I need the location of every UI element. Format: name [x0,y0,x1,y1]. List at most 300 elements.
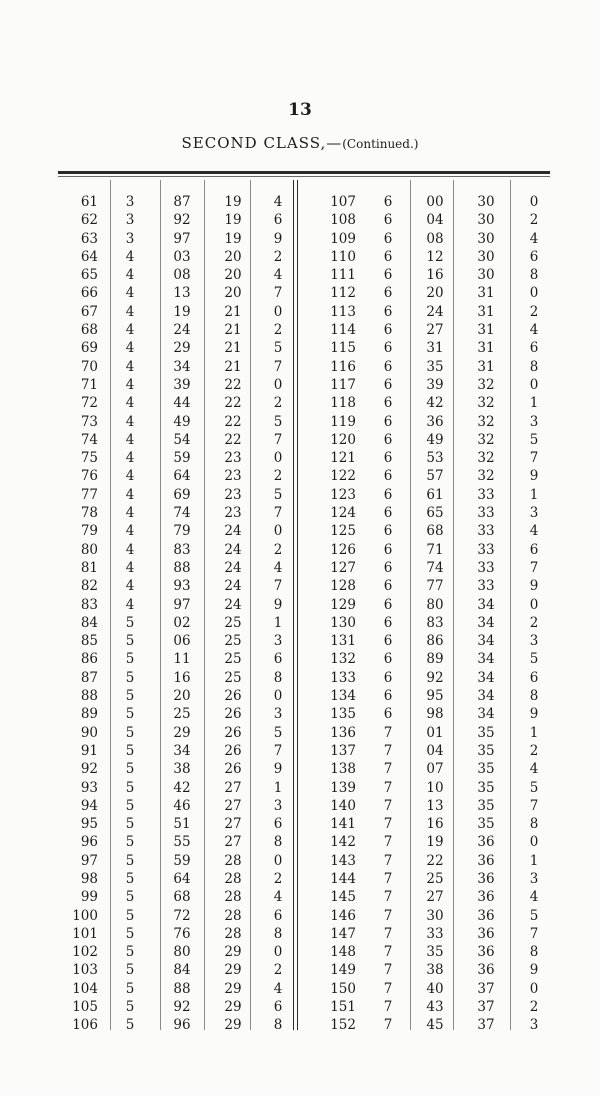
table-cell: 131 [330,633,356,650]
table-row [58,486,556,504]
table-cell: 68 [80,322,98,339]
table-cell: 7 [383,797,393,814]
table-cell: 67 [80,303,98,320]
table-row [58,284,556,302]
table-cell: 64 [173,870,191,887]
table-cell: 5 [125,980,135,997]
table-cell: 5 [125,688,135,705]
table-cell: 110 [330,248,356,265]
table-cell: 34 [477,633,495,650]
table-cell: 3 [529,870,539,887]
table-row [58,266,556,284]
table-cell: 6 [383,596,393,613]
table-cell: 86 [426,633,444,650]
table-cell: 134 [330,688,356,705]
table-cell: 00 [426,194,444,210]
table-cell: 6 [383,688,393,705]
table-cell: 37 [477,1017,495,1034]
table-row [58,852,556,870]
table-cell: 0 [529,376,539,393]
table-cell: 63 [80,230,98,247]
table-cell: 4 [125,376,135,393]
table-cell: 8 [529,816,539,833]
table-cell: 6 [383,376,393,393]
table-cell: 7 [273,505,283,522]
table-cell: 7 [273,358,283,375]
table-cell: 71 [426,541,444,558]
table-row [58,870,556,888]
table-cell: 3 [125,230,135,247]
table-row [58,687,556,705]
table-cell: 27 [224,779,242,796]
table-cell: 2 [273,870,283,887]
table-cell: 129 [330,596,356,613]
table-cell: 3 [125,212,135,229]
table-cell: 5 [125,999,135,1016]
table-cell: 9 [529,578,539,595]
table-cell: 29 [224,980,242,997]
table-cell: 20 [224,285,242,302]
table-cell: 72 [173,907,191,924]
table-cell: 64 [80,248,98,265]
table-cell: 98 [426,706,444,723]
ledger-body [58,193,556,1035]
table-cell: 117 [330,376,356,393]
table-cell: 16 [173,669,191,686]
table-cell: 6 [529,541,539,558]
table-cell: 5 [125,870,135,887]
top-rule-thin [58,176,550,177]
table-cell: 19 [224,194,242,210]
table-cell: 8 [529,358,539,375]
table-cell: 102 [72,944,98,961]
table-cell: 5 [273,340,283,357]
table-cell: 30 [426,907,444,924]
table-cell: 28 [224,925,242,942]
table-cell: 0 [529,194,539,210]
table-cell: 122 [330,468,356,485]
table-cell: 1 [273,614,283,631]
table-cell: 4 [125,248,135,265]
table-cell: 104 [72,980,98,997]
table-cell: 108 [330,212,356,229]
table-cell: 19 [426,834,444,851]
table-cell: 4 [125,303,135,320]
table-cell: 21 [224,340,242,357]
table-cell: 7 [383,870,393,887]
table-row [58,779,556,797]
table-cell: 29 [224,999,242,1016]
table-cell: 80 [80,541,98,558]
table-cell: 6 [383,413,393,430]
table-cell: 137 [330,742,356,759]
table-cell: 82 [80,578,98,595]
table-cell: 27 [426,322,444,339]
table-cell: 25 [224,669,242,686]
table-cell: 29 [224,944,242,961]
table-cell: 36 [477,962,495,979]
table-cell: 128 [330,578,356,595]
table-cell: 30 [477,267,495,284]
table-cell: 94 [80,797,98,814]
table-cell: 21 [224,303,242,320]
table-cell: 23 [224,505,242,522]
table-cell: 49 [426,431,444,448]
table-cell: 109 [330,230,356,247]
table-cell: 24 [224,523,242,540]
table-cell: 36 [426,413,444,430]
table-cell: 3 [529,633,539,650]
table-cell: 11 [173,651,191,668]
table-cell: 01 [426,724,444,741]
table-cell: 80 [173,944,191,961]
table-cell: 5 [125,742,135,759]
table-cell: 39 [426,376,444,393]
table-row [58,632,556,650]
table-cell: 2 [273,962,283,979]
table-cell: 4 [125,468,135,485]
table-cell: 7 [383,852,393,869]
table-cell: 5 [273,413,283,430]
table-cell: 4 [125,285,135,302]
table-cell: 36 [477,889,495,906]
table-cell: 20 [173,688,191,705]
table-cell: 30 [477,212,495,229]
table-cell: 79 [173,523,191,540]
table-cell: 0 [273,523,283,540]
table-cell: 105 [72,999,98,1016]
table-cell: 32 [477,450,495,467]
table-cell: 8 [273,1017,283,1034]
table-cell: 6 [383,358,393,375]
page-number: 13 [288,100,312,120]
table-cell: 36 [477,870,495,887]
table-cell: 19 [224,230,242,247]
table-cell: 0 [529,285,539,302]
table-cell: 02 [173,614,191,631]
table-cell: 28 [224,852,242,869]
table-cell: 31 [477,322,495,339]
table-cell: 36 [477,907,495,924]
table-cell: 4 [125,322,135,339]
table-row [58,980,556,998]
table-cell: 4 [125,395,135,412]
table-cell: 24 [173,322,191,339]
table-cell: 133 [330,669,356,686]
table-cell: 3 [273,633,283,650]
table-cell: 7 [273,742,283,759]
table-cell: 4 [125,431,135,448]
table-cell: 6 [383,267,393,284]
table-cell: 9 [273,596,283,613]
table-cell: 4 [125,523,135,540]
table-cell: 5 [529,907,539,924]
table-cell: 8 [273,834,283,851]
table-row [58,925,556,943]
table-cell: 120 [330,431,356,448]
table-cell: 35 [477,797,495,814]
table-cell: 31 [477,340,495,357]
table-cell: 35 [477,724,495,741]
table-cell: 16 [426,816,444,833]
table-cell: 20 [426,285,444,302]
table-cell: 0 [529,834,539,851]
table-cell: 61 [80,194,98,210]
table-cell: 6 [383,486,393,503]
table-cell: 26 [224,761,242,778]
table-cell: 4 [125,559,135,576]
table-cell: 76 [173,925,191,942]
table-cell: 0 [273,303,283,320]
table-cell: 36 [477,944,495,961]
table-cell: 2 [529,742,539,759]
table-cell: 8 [273,669,283,686]
table-cell: 6 [529,340,539,357]
table-cell: 21 [224,322,242,339]
table-cell: 10 [426,779,444,796]
table-cell: 31 [477,303,495,320]
table-cell: 43 [426,999,444,1016]
table-cell: 6 [383,230,393,247]
table-cell: 69 [80,340,98,357]
table-cell: 136 [330,724,356,741]
table-cell: 4 [125,358,135,375]
table-cell: 68 [426,523,444,540]
table-cell: 37 [477,999,495,1016]
table-cell: 68 [173,889,191,906]
table-cell: 9 [273,230,283,247]
table-cell: 0 [529,980,539,997]
table-cell: 13 [426,797,444,814]
table-cell: 7 [383,742,393,759]
table-cell: 111 [330,267,356,284]
table-cell: 89 [80,706,98,723]
table-cell: 34 [477,669,495,686]
table-cell: 35 [477,779,495,796]
table-cell: 112 [330,285,356,302]
table-cell: 92 [173,212,191,229]
table-cell: 7 [383,1017,393,1034]
table-cell: 5 [125,944,135,961]
table-cell: 7 [529,559,539,576]
table-cell: 29 [173,724,191,741]
table-cell: 5 [125,724,135,741]
table-cell: 0 [273,688,283,705]
table-cell: 4 [273,559,283,576]
table-cell: 3 [273,706,283,723]
table-cell: 35 [477,761,495,778]
table-cell: 25 [224,633,242,650]
table-row [58,559,556,577]
table-cell: 93 [173,578,191,595]
table-cell: 95 [80,816,98,833]
table-cell: 32 [477,376,495,393]
table-cell: 5 [529,779,539,796]
table-cell: 49 [173,413,191,430]
table-cell: 5 [125,962,135,979]
table-cell: 8 [529,944,539,961]
table-cell: 3 [125,194,135,210]
table-row [58,449,556,467]
table-cell: 150 [330,980,356,997]
table-cell: 5 [125,633,135,650]
table-cell: 29 [224,1017,242,1034]
table-row [58,650,556,668]
table-cell: 101 [72,925,98,942]
table-cell: 32 [477,431,495,448]
table-cell: 4 [125,541,135,558]
table-cell: 130 [330,614,356,631]
table-cell: 2 [273,468,283,485]
table-cell: 35 [477,816,495,833]
table-cell: 36 [477,852,495,869]
table-cell: 8 [273,925,283,942]
table-cell: 0 [273,852,283,869]
table-cell: 135 [330,706,356,723]
table-cell: 24 [224,559,242,576]
table-cell: 07 [426,761,444,778]
table-cell: 103 [72,962,98,979]
table-row [58,943,556,961]
table-cell: 70 [80,358,98,375]
table-cell: 0 [273,376,283,393]
table-cell: 37 [477,980,495,997]
table-cell: 24 [224,541,242,558]
table-cell: 96 [173,1017,191,1034]
table-cell: 5 [125,834,135,851]
table-cell: 5 [125,816,135,833]
table-cell: 22 [224,376,242,393]
table-cell: 5 [125,651,135,668]
table-cell: 3 [529,505,539,522]
table-cell: 7 [383,962,393,979]
table-cell: 34 [173,358,191,375]
table-cell: 03 [173,248,191,265]
table-row [58,211,556,229]
table-cell: 87 [80,669,98,686]
table-cell: 08 [426,230,444,247]
table-row [58,742,556,760]
table-cell: 6 [383,395,393,412]
table-cell: 123 [330,486,356,503]
table-cell: 8 [529,688,539,705]
table-cell: 4 [125,486,135,503]
table-cell: 46 [173,797,191,814]
table-cell: 51 [173,816,191,833]
table-cell: 27 [224,834,242,851]
table-row [58,303,556,321]
table-cell: 4 [273,889,283,906]
table-cell: 65 [426,505,444,522]
table-cell: 6 [383,322,393,339]
table-cell: 4 [273,980,283,997]
table-cell: 126 [330,541,356,558]
table-cell: 13 [173,285,191,302]
table-cell: 33 [426,925,444,942]
table-cell: 38 [426,962,444,979]
table-cell: 6 [383,431,393,448]
table-cell: 4 [529,761,539,778]
table-cell: 8 [529,267,539,284]
table-row [58,669,556,687]
table-cell: 1 [529,486,539,503]
table-cell: 148 [330,944,356,961]
table-row [58,888,556,906]
table-cell: 61 [426,486,444,503]
table-cell: 127 [330,559,356,576]
table-cell: 2 [273,395,283,412]
table-cell: 31 [426,340,444,357]
table-cell: 22 [426,852,444,869]
table-cell: 80 [426,596,444,613]
table-row [58,522,556,540]
table-cell: 86 [80,651,98,668]
table-cell: 146 [330,907,356,924]
table-cell: 6 [383,559,393,576]
table-cell: 85 [80,633,98,650]
table-row [58,431,556,449]
table-cell: 71 [80,376,98,393]
table-cell: 77 [426,578,444,595]
table-row [58,705,556,723]
table-cell: 6 [383,541,393,558]
table-cell: 5 [125,925,135,942]
table-cell: 106 [72,1017,98,1034]
table-cell: 151 [330,999,356,1016]
table-cell: 04 [426,742,444,759]
table-cell: 97 [173,596,191,613]
table-cell: 42 [426,395,444,412]
table-cell: 81 [80,559,98,576]
table-cell: 5 [125,797,135,814]
table-cell: 62 [80,212,98,229]
table-cell: 6 [273,212,283,229]
table-cell: 34 [477,614,495,631]
table-cell: 5 [125,852,135,869]
table-cell: 2 [273,322,283,339]
table-cell: 25 [173,706,191,723]
table-cell: 5 [273,486,283,503]
table-cell: 149 [330,962,356,979]
table-cell: 7 [383,816,393,833]
table-cell: 83 [173,541,191,558]
table-cell: 1 [529,395,539,412]
table-cell: 6 [273,651,283,668]
table-cell: 87 [173,194,191,210]
table-cell: 6 [273,907,283,924]
table-cell: 9 [529,962,539,979]
table-cell: 9 [529,706,539,723]
table-cell: 107 [330,194,356,210]
table-cell: 9 [529,468,539,485]
table-cell: 5 [529,651,539,668]
table-cell: 6 [529,669,539,686]
table-cell: 33 [477,505,495,522]
table-row [58,577,556,595]
table-cell: 35 [426,944,444,961]
table-cell: 4 [125,267,135,284]
table-cell: 79 [80,523,98,540]
table-cell: 26 [224,742,242,759]
table-cell: 32 [477,395,495,412]
table-cell: 7 [383,761,393,778]
table-cell: 90 [80,724,98,741]
table-cell: 6 [383,468,393,485]
table-cell: 4 [529,889,539,906]
table-cell: 7 [273,578,283,595]
table-cell: 5 [125,1017,135,1034]
table-cell: 2 [273,541,283,558]
